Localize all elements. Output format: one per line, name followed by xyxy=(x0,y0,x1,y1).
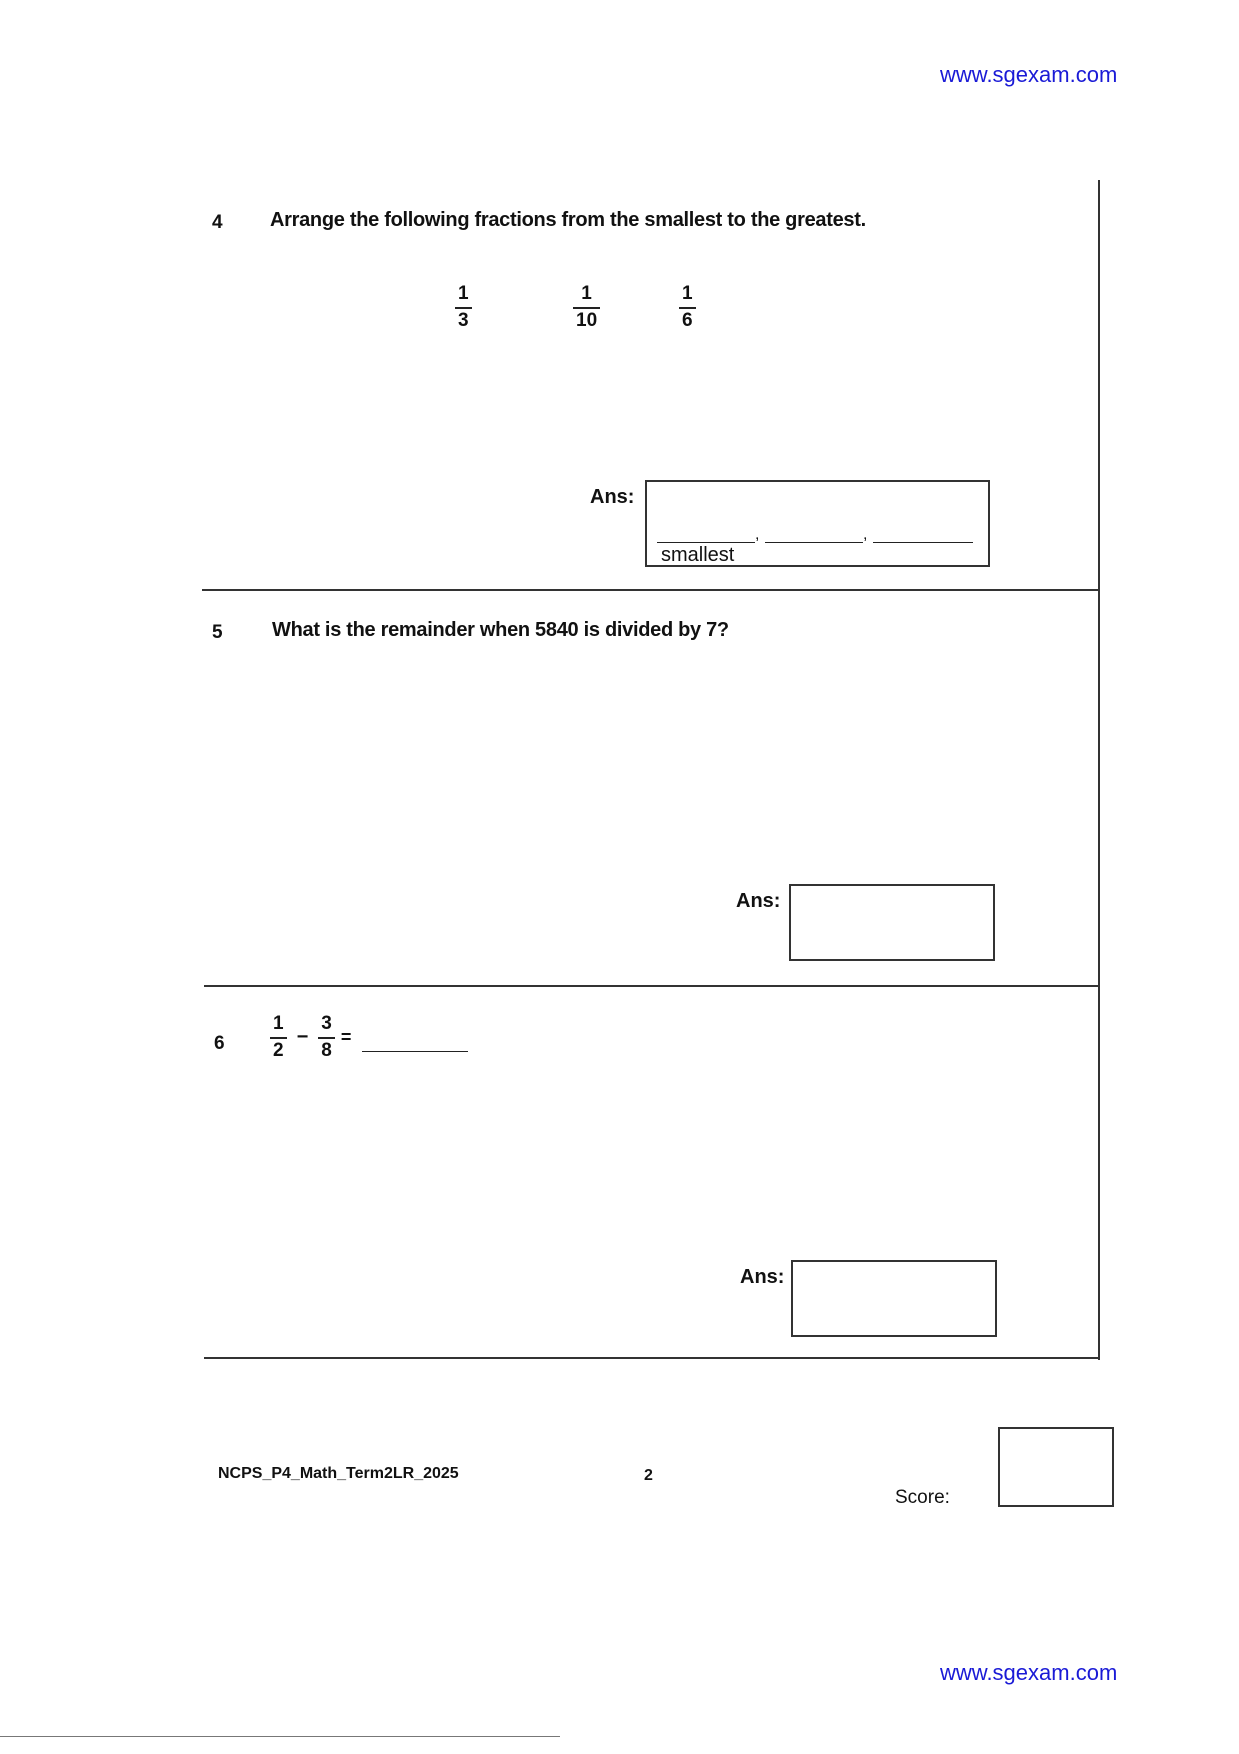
answer-blank-1[interactable] xyxy=(657,542,755,543)
equals-sign: = xyxy=(340,1027,352,1048)
answer-blank-2[interactable] xyxy=(765,542,863,543)
question-6-answer-box[interactable] xyxy=(791,1260,997,1337)
divider-q4-q5 xyxy=(202,589,1100,591)
answer-blank-3[interactable] xyxy=(873,542,973,543)
paper-code: NCPS_P4_Math_Term2LR_2025 xyxy=(218,1465,459,1482)
fraction-numerator: 1 xyxy=(458,283,469,304)
frame-right-border xyxy=(1098,180,1100,1360)
question-4-text: Arrange the following fractions from the smallest to the greatest. xyxy=(270,209,866,231)
fraction-denominator: 2 xyxy=(273,1039,284,1061)
fraction-denominator: 3 xyxy=(458,309,469,331)
fraction-three-eighths xyxy=(318,1014,335,1062)
fraction-numerator: 1 xyxy=(682,283,693,304)
smallest-label: smallest xyxy=(661,544,735,566)
fraction-numerator: 1 xyxy=(273,1013,284,1034)
separator-comma: , xyxy=(863,526,868,543)
fraction-bar xyxy=(318,1037,335,1039)
fraction-bar xyxy=(270,1037,287,1039)
fraction-denominator: 8 xyxy=(321,1039,332,1061)
score-label: Score: xyxy=(895,1487,950,1508)
question-6-number: 6 xyxy=(214,1033,225,1054)
question-5-answer-box[interactable] xyxy=(789,884,995,961)
question-4-answer-box[interactable] xyxy=(645,480,990,567)
question-5-text: What is the remainder when 5840 is divided by 7? xyxy=(272,619,729,641)
divider-q5-q6 xyxy=(204,985,1100,987)
fraction-bar xyxy=(573,307,600,309)
fraction-bar xyxy=(455,307,472,309)
question-5-ans-label: Ans: xyxy=(736,890,781,912)
scan-edge-line xyxy=(0,1736,560,1737)
question-4-ans-label: Ans: xyxy=(590,486,635,508)
fraction-numerator: 3 xyxy=(321,1013,332,1034)
separator-comma: , xyxy=(755,526,760,543)
question-6-ans-label: Ans: xyxy=(740,1266,785,1288)
fraction-bar xyxy=(679,307,696,309)
question-6-expression xyxy=(270,1014,351,1062)
fraction-one-third xyxy=(455,284,472,332)
fraction-one-half xyxy=(270,1014,287,1062)
question-6-answer-blank[interactable] xyxy=(362,1051,468,1052)
fraction-denominator: 6 xyxy=(682,309,693,331)
minus-sign: − xyxy=(296,1026,309,1049)
watermark-bottom[interactable]: www.sgexam.com xyxy=(940,1660,1118,1685)
question-5-number: 5 xyxy=(212,622,223,643)
page-number: 2 xyxy=(644,1467,653,1484)
fraction-one-tenth xyxy=(573,284,600,332)
fraction-numerator: 1 xyxy=(581,283,592,304)
fraction-denominator: 10 xyxy=(576,309,598,331)
watermark-top[interactable]: www.sgexam.com xyxy=(940,62,1118,87)
divider-bottom xyxy=(204,1357,1100,1359)
score-box[interactable] xyxy=(998,1427,1114,1507)
question-4-number: 4 xyxy=(212,212,223,233)
fraction-one-sixth xyxy=(679,284,696,332)
